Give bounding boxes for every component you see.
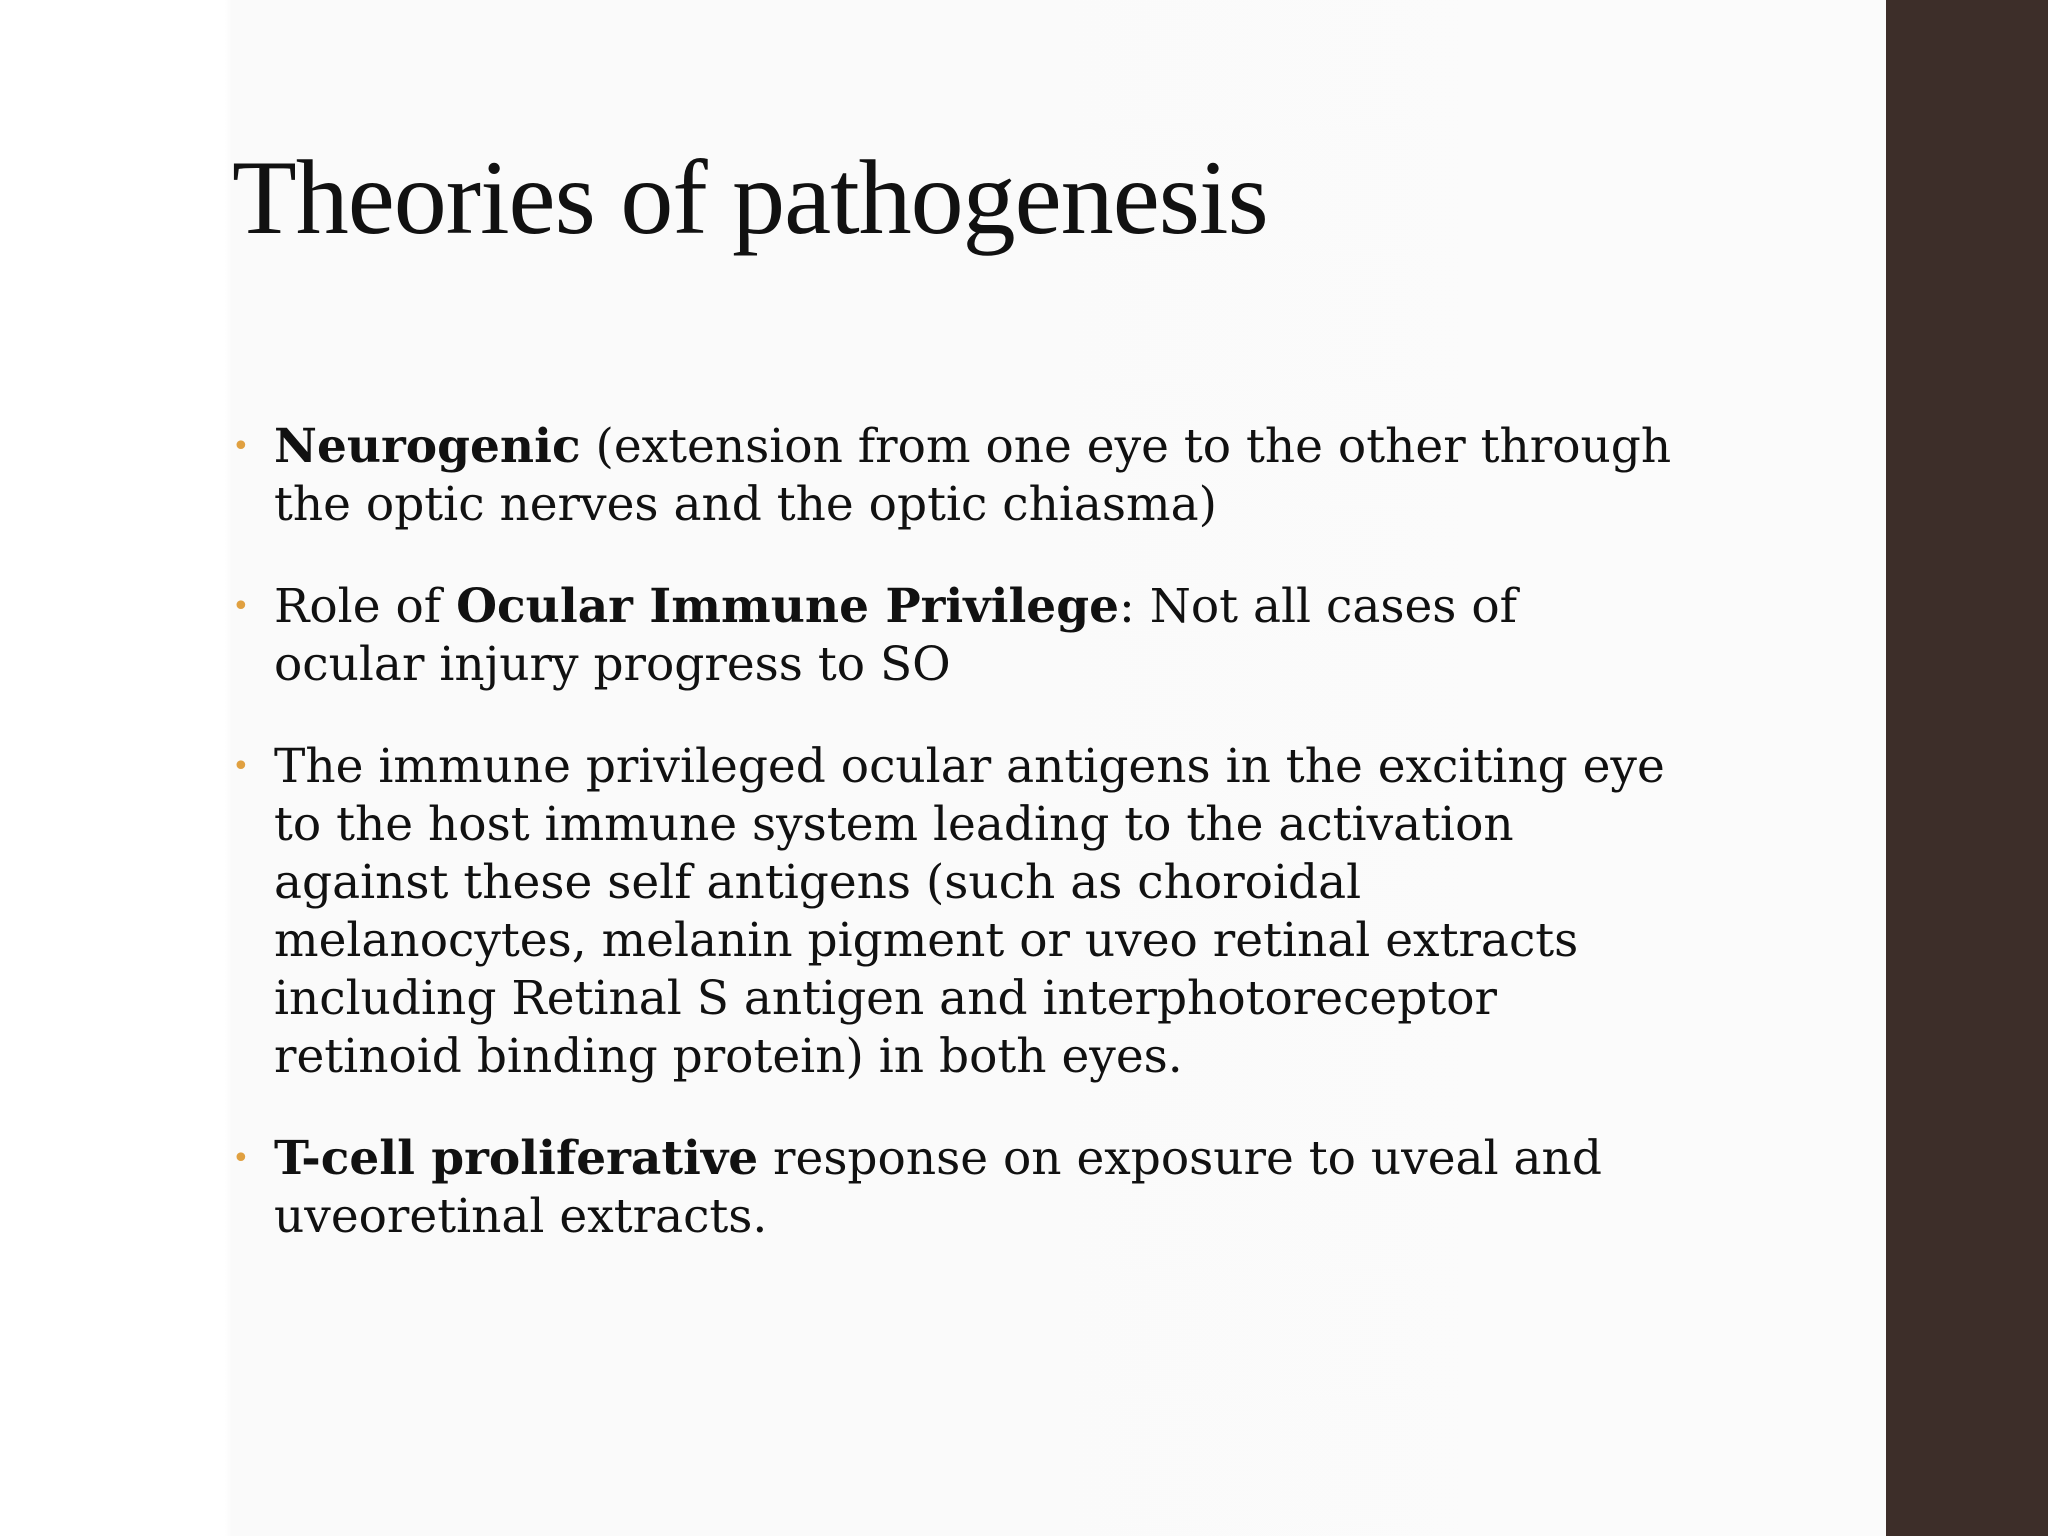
- bullet-text-after: response on exposure to uveal and uveoretinal extracts.: [274, 1131, 1602, 1244]
- accent-bar: [1886, 0, 2048, 1536]
- bullet-bold-text: Neurogenic: [274, 419, 581, 474]
- bullet-bold-text: Ocular Immune Privilege: [456, 579, 1119, 634]
- bullet-icon: •: [232, 589, 250, 624]
- bullet-item-antigens: [232, 738, 1672, 1086]
- bullet-item-t-cell: [232, 1130, 1672, 1246]
- bullet-icon: •: [232, 749, 250, 784]
- bullet-text-before: Role of: [274, 579, 457, 634]
- bullet-text-after: (extension from one eye to the other through the optic nerves and the optic chiasma): [274, 419, 1672, 532]
- bullet-text-after: : Not all cases of ocular injury progress to SO: [274, 579, 1518, 692]
- slide-title: Theories of pathogenesis: [232, 139, 1268, 256]
- bullet-item-neurogenic: [232, 418, 1672, 534]
- bullet-list: [232, 418, 1672, 1290]
- bullet-text-before: The immune privileged ocular antigens in the exciting eye to the host immune system leading to the activation against these self antigens (such as choroidal melanocytes, melanin pigment or uveo retinal extracts including Retinal S antigen and interphotoreceptor retinoid binding protein) in both eyes.: [274, 739, 1665, 1084]
- bullet-icon: •: [232, 429, 250, 464]
- bullet-item-immune-privilege: [232, 578, 1672, 694]
- bullet-bold-text: T-cell proliferative: [274, 1131, 759, 1186]
- bullet-icon: •: [232, 1141, 250, 1176]
